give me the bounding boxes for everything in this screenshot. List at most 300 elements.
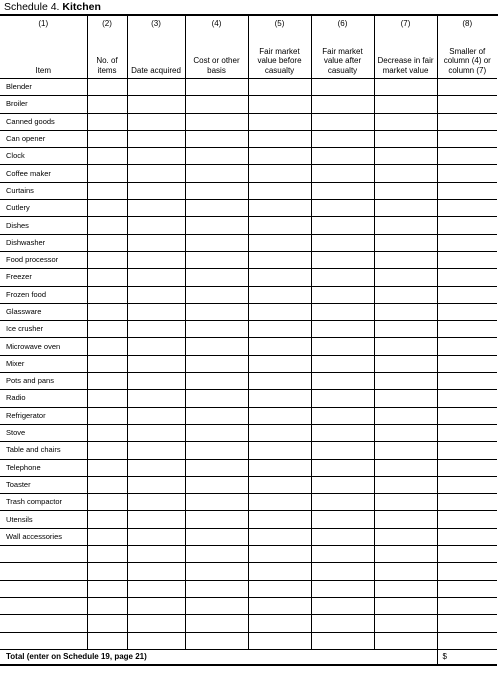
no-of-items-cell[interactable] <box>87 165 127 182</box>
decrease-fmv-cell[interactable] <box>374 563 437 580</box>
total-label: Total (enter on Schedule 19, page 21) <box>0 649 437 665</box>
smaller-of-cell[interactable] <box>437 165 497 182</box>
date-acquired-cell[interactable] <box>127 165 185 182</box>
date-acquired-cell[interactable] <box>127 355 185 372</box>
fmv-after-cell[interactable] <box>311 269 374 286</box>
table-row <box>0 338 497 355</box>
fmv-before-cell[interactable] <box>248 459 311 476</box>
item-name: Telephone <box>0 459 87 476</box>
cost-basis-cell[interactable] <box>185 442 248 459</box>
fmv-after-cell[interactable] <box>311 234 374 251</box>
decrease-fmv-cell[interactable] <box>374 96 437 113</box>
fmv-before-cell[interactable] <box>248 148 311 165</box>
blank-row <box>0 597 497 614</box>
cost-basis-cell[interactable] <box>185 251 248 268</box>
fmv-before-cell[interactable] <box>248 130 311 147</box>
fmv-after-cell[interactable] <box>311 303 374 320</box>
item-name: Blender <box>0 79 87 96</box>
fmv-before-cell[interactable] <box>248 563 311 580</box>
fmv-after-cell[interactable] <box>311 96 374 113</box>
fmv-after-cell[interactable] <box>311 494 374 511</box>
decrease-fmv-cell[interactable] <box>374 373 437 390</box>
no-of-items-cell[interactable] <box>87 580 127 597</box>
smaller-of-cell[interactable] <box>437 390 497 407</box>
date-acquired-cell[interactable] <box>127 476 185 493</box>
date-acquired-cell[interactable] <box>127 321 185 338</box>
item-name-cell[interactable] <box>0 546 87 563</box>
no-of-items-cell[interactable] <box>87 113 127 130</box>
table-row <box>0 355 497 372</box>
date-acquired-cell[interactable] <box>127 632 185 649</box>
table-row <box>0 321 497 338</box>
cost-basis-cell[interactable] <box>185 407 248 424</box>
kitchen-schedule-table <box>0 16 497 666</box>
decrease-fmv-cell[interactable] <box>374 165 437 182</box>
fmv-after-cell[interactable] <box>311 511 374 528</box>
fmv-after-cell[interactable] <box>311 632 374 649</box>
fmv-before-cell[interactable] <box>248 355 311 372</box>
fmv-after-cell[interactable] <box>311 563 374 580</box>
decrease-fmv-cell[interactable] <box>374 615 437 632</box>
smaller-of-cell[interactable] <box>437 373 497 390</box>
smaller-of-cell[interactable] <box>437 597 497 614</box>
table-row <box>0 96 497 113</box>
fmv-after-cell[interactable] <box>311 200 374 217</box>
decrease-fmv-cell[interactable] <box>374 355 437 372</box>
decrease-fmv-cell[interactable] <box>374 511 437 528</box>
decrease-fmv-cell[interactable] <box>374 546 437 563</box>
no-of-items-cell[interactable] <box>87 321 127 338</box>
cost-basis-cell[interactable] <box>185 321 248 338</box>
fmv-after-cell[interactable] <box>311 338 374 355</box>
date-acquired-cell[interactable] <box>127 511 185 528</box>
cost-basis-cell[interactable] <box>185 355 248 372</box>
smaller-of-cell[interactable] <box>437 286 497 303</box>
cost-basis-cell[interactable] <box>185 165 248 182</box>
decrease-fmv-cell[interactable] <box>374 597 437 614</box>
cost-basis-cell[interactable] <box>185 217 248 234</box>
date-acquired-cell[interactable] <box>127 580 185 597</box>
decrease-fmv-cell[interactable] <box>374 321 437 338</box>
no-of-items-cell[interactable] <box>87 476 127 493</box>
no-of-items-cell[interactable] <box>87 546 127 563</box>
col-header-number-of-items: (2) No. of items <box>87 16 127 79</box>
no-of-items-cell[interactable] <box>87 459 127 476</box>
fmv-after-cell[interactable] <box>311 251 374 268</box>
cost-basis-cell[interactable] <box>185 79 248 96</box>
date-acquired-cell[interactable] <box>127 373 185 390</box>
cost-basis-cell[interactable] <box>185 113 248 130</box>
fmv-before-cell[interactable] <box>248 407 311 424</box>
no-of-items-cell[interactable] <box>87 442 127 459</box>
cost-basis-cell[interactable] <box>185 494 248 511</box>
cost-basis-cell[interactable] <box>185 200 248 217</box>
smaller-of-cell[interactable] <box>437 269 497 286</box>
cost-basis-cell[interactable] <box>185 511 248 528</box>
decrease-fmv-cell[interactable] <box>374 632 437 649</box>
date-acquired-cell[interactable] <box>127 407 185 424</box>
item-name-cell[interactable] <box>0 580 87 597</box>
fmv-after-cell[interactable] <box>311 546 374 563</box>
smaller-of-cell[interactable] <box>437 113 497 130</box>
date-acquired-cell[interactable] <box>127 494 185 511</box>
decrease-fmv-cell[interactable] <box>374 424 437 441</box>
smaller-of-cell[interactable] <box>437 580 497 597</box>
fmv-before-cell[interactable] <box>248 476 311 493</box>
fmv-after-cell[interactable] <box>311 580 374 597</box>
item-name: Glassware <box>0 303 87 320</box>
fmv-before-cell[interactable] <box>248 321 311 338</box>
decrease-fmv-cell[interactable] <box>374 390 437 407</box>
date-acquired-cell[interactable] <box>127 338 185 355</box>
table-row <box>0 407 497 424</box>
smaller-of-cell[interactable] <box>437 546 497 563</box>
date-acquired-cell[interactable] <box>127 442 185 459</box>
fmv-before-cell[interactable] <box>248 597 311 614</box>
fmv-after-cell[interactable] <box>311 459 374 476</box>
cost-basis-cell[interactable] <box>185 96 248 113</box>
item-name: Pots and pans <box>0 373 87 390</box>
fmv-before-cell[interactable] <box>248 546 311 563</box>
fmv-before-cell[interactable] <box>248 424 311 441</box>
item-name: Stove <box>0 424 87 441</box>
cost-basis-cell[interactable] <box>185 476 248 493</box>
table-row <box>0 390 497 407</box>
total-row <box>0 649 497 665</box>
item-name: Utensils <box>0 511 87 528</box>
fmv-after-cell[interactable] <box>311 321 374 338</box>
no-of-items-cell[interactable] <box>87 338 127 355</box>
smaller-of-cell[interactable] <box>437 511 497 528</box>
table-row <box>0 511 497 528</box>
item-name-cell[interactable] <box>0 597 87 614</box>
decrease-fmv-cell[interactable] <box>374 442 437 459</box>
decrease-fmv-cell[interactable] <box>374 476 437 493</box>
item-name: Radio <box>0 390 87 407</box>
decrease-fmv-cell[interactable] <box>374 79 437 96</box>
decrease-fmv-cell[interactable] <box>374 234 437 251</box>
cost-basis-cell[interactable] <box>185 615 248 632</box>
fmv-before-cell[interactable] <box>248 338 311 355</box>
fmv-before-cell[interactable] <box>248 79 311 96</box>
table-row <box>0 424 497 441</box>
fmv-after-cell[interactable] <box>311 165 374 182</box>
decrease-fmv-cell[interactable] <box>374 494 437 511</box>
cost-basis-cell[interactable] <box>185 269 248 286</box>
cost-basis-cell[interactable] <box>185 546 248 563</box>
col-header-item: (1) Item <box>0 16 87 79</box>
no-of-items-cell[interactable] <box>87 148 127 165</box>
no-of-items-cell[interactable] <box>87 407 127 424</box>
smaller-of-cell[interactable] <box>437 148 497 165</box>
smaller-of-cell[interactable] <box>437 355 497 372</box>
date-acquired-cell[interactable] <box>127 113 185 130</box>
fmv-after-cell[interactable] <box>311 113 374 130</box>
decrease-fmv-cell[interactable] <box>374 338 437 355</box>
fmv-after-cell[interactable] <box>311 424 374 441</box>
cost-basis-cell[interactable] <box>185 459 248 476</box>
no-of-items-cell[interactable] <box>87 355 127 372</box>
cost-basis-cell[interactable] <box>185 597 248 614</box>
date-acquired-cell[interactable] <box>127 424 185 441</box>
no-of-items-cell[interactable] <box>87 303 127 320</box>
item-name-cell[interactable] <box>0 615 87 632</box>
smaller-of-cell[interactable] <box>437 528 497 545</box>
cost-basis-cell[interactable] <box>185 424 248 441</box>
date-acquired-cell[interactable] <box>127 597 185 614</box>
fmv-before-cell[interactable] <box>248 96 311 113</box>
cost-basis-cell[interactable] <box>185 390 248 407</box>
date-acquired-cell[interactable] <box>127 528 185 545</box>
date-acquired-cell[interactable] <box>127 217 185 234</box>
smaller-of-cell[interactable] <box>437 476 497 493</box>
no-of-items-cell[interactable] <box>87 269 127 286</box>
header-row <box>0 16 497 79</box>
cost-basis-cell[interactable] <box>185 528 248 545</box>
fmv-after-cell[interactable] <box>311 148 374 165</box>
decrease-fmv-cell[interactable] <box>374 269 437 286</box>
col-header-smaller-of: (8) Smaller of column (4) or column (7) <box>437 16 497 79</box>
no-of-items-cell[interactable] <box>87 234 127 251</box>
fmv-after-cell[interactable] <box>311 355 374 372</box>
no-of-items-cell[interactable] <box>87 390 127 407</box>
table-row <box>0 494 497 511</box>
fmv-after-cell[interactable] <box>311 407 374 424</box>
item-name: Dishes <box>0 217 87 234</box>
no-of-items-cell[interactable] <box>87 79 127 96</box>
smaller-of-cell[interactable] <box>437 130 497 147</box>
smaller-of-cell[interactable] <box>437 615 497 632</box>
item-name: Canned goods <box>0 113 87 130</box>
table-row <box>0 373 497 390</box>
blank-row <box>0 615 497 632</box>
fmv-after-cell[interactable] <box>311 286 374 303</box>
date-acquired-cell[interactable] <box>127 182 185 199</box>
fmv-after-cell[interactable] <box>311 615 374 632</box>
fmv-before-cell[interactable] <box>248 251 311 268</box>
cost-basis-cell[interactable] <box>185 580 248 597</box>
table-row <box>0 476 497 493</box>
no-of-items-cell[interactable] <box>87 424 127 441</box>
decrease-fmv-cell[interactable] <box>374 217 437 234</box>
table-row <box>0 200 497 217</box>
fmv-after-cell[interactable] <box>311 130 374 147</box>
decrease-fmv-cell[interactable] <box>374 200 437 217</box>
no-of-items-cell[interactable] <box>87 511 127 528</box>
fmv-before-cell[interactable] <box>248 165 311 182</box>
fmv-before-cell[interactable] <box>248 269 311 286</box>
fmv-before-cell[interactable] <box>248 286 311 303</box>
cost-basis-cell[interactable] <box>185 373 248 390</box>
fmv-before-cell[interactable] <box>248 200 311 217</box>
smaller-of-cell[interactable] <box>437 459 497 476</box>
col-header-cost-basis: (4) Cost or other basis <box>185 16 248 79</box>
decrease-fmv-cell[interactable] <box>374 459 437 476</box>
no-of-items-cell[interactable] <box>87 130 127 147</box>
table-row <box>0 234 497 251</box>
decrease-fmv-cell[interactable] <box>374 148 437 165</box>
cost-basis-cell[interactable] <box>185 234 248 251</box>
date-acquired-cell[interactable] <box>127 251 185 268</box>
smaller-of-cell[interactable] <box>437 442 497 459</box>
fmv-before-cell[interactable] <box>248 442 311 459</box>
fmv-before-cell[interactable] <box>248 390 311 407</box>
no-of-items-cell[interactable] <box>87 182 127 199</box>
date-acquired-cell[interactable] <box>127 148 185 165</box>
no-of-items-cell[interactable] <box>87 494 127 511</box>
fmv-after-cell[interactable] <box>311 373 374 390</box>
date-acquired-cell[interactable] <box>127 563 185 580</box>
fmv-before-cell[interactable] <box>248 217 311 234</box>
decrease-fmv-cell[interactable] <box>374 580 437 597</box>
no-of-items-cell[interactable] <box>87 286 127 303</box>
smaller-of-cell[interactable] <box>437 321 497 338</box>
table-row <box>0 442 497 459</box>
item-name: Clock <box>0 148 87 165</box>
no-of-items-cell[interactable] <box>87 251 127 268</box>
item-name: Broiler <box>0 96 87 113</box>
fmv-after-cell[interactable] <box>311 182 374 199</box>
cost-basis-cell[interactable] <box>185 130 248 147</box>
table-row <box>0 148 497 165</box>
blank-row <box>0 563 497 580</box>
decrease-fmv-cell[interactable] <box>374 303 437 320</box>
item-name: Curtains <box>0 182 87 199</box>
fmv-before-cell[interactable] <box>248 580 311 597</box>
decrease-fmv-cell[interactable] <box>374 286 437 303</box>
cost-basis-cell[interactable] <box>185 182 248 199</box>
smaller-of-cell[interactable] <box>437 200 497 217</box>
col-header-fmv-before: (5) Fair market value before casualty <box>248 16 311 79</box>
no-of-items-cell[interactable] <box>87 563 127 580</box>
decrease-fmv-cell[interactable] <box>374 528 437 545</box>
fmv-after-cell[interactable] <box>311 442 374 459</box>
table-row <box>0 269 497 286</box>
item-name: Dishwasher <box>0 234 87 251</box>
cost-basis-cell[interactable] <box>185 148 248 165</box>
smaller-of-cell[interactable] <box>437 79 497 96</box>
date-acquired-cell[interactable] <box>127 459 185 476</box>
fmv-after-cell[interactable] <box>311 476 374 493</box>
no-of-items-cell[interactable] <box>87 528 127 545</box>
smaller-of-cell[interactable] <box>437 632 497 649</box>
item-name-cell[interactable] <box>0 632 87 649</box>
fmv-before-cell[interactable] <box>248 615 311 632</box>
cost-basis-cell[interactable] <box>185 563 248 580</box>
date-acquired-cell[interactable] <box>127 615 185 632</box>
decrease-fmv-cell[interactable] <box>374 251 437 268</box>
smaller-of-cell[interactable] <box>437 407 497 424</box>
date-acquired-cell[interactable] <box>127 79 185 96</box>
item-name: Frozen food <box>0 286 87 303</box>
blank-row <box>0 580 497 597</box>
no-of-items-cell[interactable] <box>87 96 127 113</box>
col-header-decrease-fmv: (7) Decrease in fair market value <box>374 16 437 79</box>
table-row <box>0 303 497 320</box>
table-row <box>0 459 497 476</box>
table-row <box>0 251 497 268</box>
fmv-after-cell[interactable] <box>311 390 374 407</box>
cost-basis-cell[interactable] <box>185 338 248 355</box>
date-acquired-cell[interactable] <box>127 303 185 320</box>
no-of-items-cell[interactable] <box>87 615 127 632</box>
no-of-items-cell[interactable] <box>87 200 127 217</box>
col-header-date-acquired: (3) Date acquired <box>127 16 185 79</box>
fmv-before-cell[interactable] <box>248 632 311 649</box>
schedule-title-name: Kitchen <box>62 1 101 13</box>
smaller-of-cell[interactable] <box>437 234 497 251</box>
table-row <box>0 165 497 182</box>
fmv-before-cell[interactable] <box>248 234 311 251</box>
fmv-before-cell[interactable] <box>248 373 311 390</box>
fmv-after-cell[interactable] <box>311 217 374 234</box>
date-acquired-cell[interactable] <box>127 234 185 251</box>
fmv-after-cell[interactable] <box>311 528 374 545</box>
fmv-before-cell[interactable] <box>248 511 311 528</box>
table-row <box>0 130 497 147</box>
no-of-items-cell[interactable] <box>87 217 127 234</box>
decrease-fmv-cell[interactable] <box>374 407 437 424</box>
item-name: Table and chairs <box>0 442 87 459</box>
date-acquired-cell[interactable] <box>127 286 185 303</box>
smaller-of-cell[interactable] <box>437 251 497 268</box>
fmv-before-cell[interactable] <box>248 182 311 199</box>
date-acquired-cell[interactable] <box>127 130 185 147</box>
table-row <box>0 79 497 96</box>
table-row <box>0 286 497 303</box>
total-amount-field[interactable]: $ <box>437 649 497 665</box>
fmv-before-cell[interactable] <box>248 113 311 130</box>
fmv-before-cell[interactable] <box>248 494 311 511</box>
cost-basis-cell[interactable] <box>185 286 248 303</box>
decrease-fmv-cell[interactable] <box>374 182 437 199</box>
cost-basis-cell[interactable] <box>185 303 248 320</box>
no-of-items-cell[interactable] <box>87 632 127 649</box>
smaller-of-cell[interactable] <box>437 563 497 580</box>
smaller-of-cell[interactable] <box>437 96 497 113</box>
blank-row <box>0 632 497 649</box>
date-acquired-cell[interactable] <box>127 96 185 113</box>
date-acquired-cell[interactable] <box>127 200 185 217</box>
cost-basis-cell[interactable] <box>185 632 248 649</box>
smaller-of-cell[interactable] <box>437 494 497 511</box>
fmv-before-cell[interactable] <box>248 303 311 320</box>
smaller-of-cell[interactable] <box>437 424 497 441</box>
table-row <box>0 217 497 234</box>
fmv-before-cell[interactable] <box>248 528 311 545</box>
date-acquired-cell[interactable] <box>127 269 185 286</box>
item-name: Can opener <box>0 130 87 147</box>
item-name: Refrigerator <box>0 407 87 424</box>
schedule-title-prefix: Schedule 4. <box>4 1 60 13</box>
date-acquired-cell[interactable] <box>127 390 185 407</box>
table-row <box>0 528 497 545</box>
no-of-items-cell[interactable] <box>87 373 127 390</box>
item-name: Toaster <box>0 476 87 493</box>
fmv-after-cell[interactable] <box>311 597 374 614</box>
decrease-fmv-cell[interactable] <box>374 113 437 130</box>
date-acquired-cell[interactable] <box>127 546 185 563</box>
item-name: Wall accessories <box>0 528 87 545</box>
item-name-cell[interactable] <box>0 563 87 580</box>
smaller-of-cell[interactable] <box>437 182 497 199</box>
smaller-of-cell[interactable] <box>437 217 497 234</box>
smaller-of-cell[interactable] <box>437 303 497 320</box>
smaller-of-cell[interactable] <box>437 338 497 355</box>
no-of-items-cell[interactable] <box>87 597 127 614</box>
decrease-fmv-cell[interactable] <box>374 130 437 147</box>
fmv-after-cell[interactable] <box>311 79 374 96</box>
